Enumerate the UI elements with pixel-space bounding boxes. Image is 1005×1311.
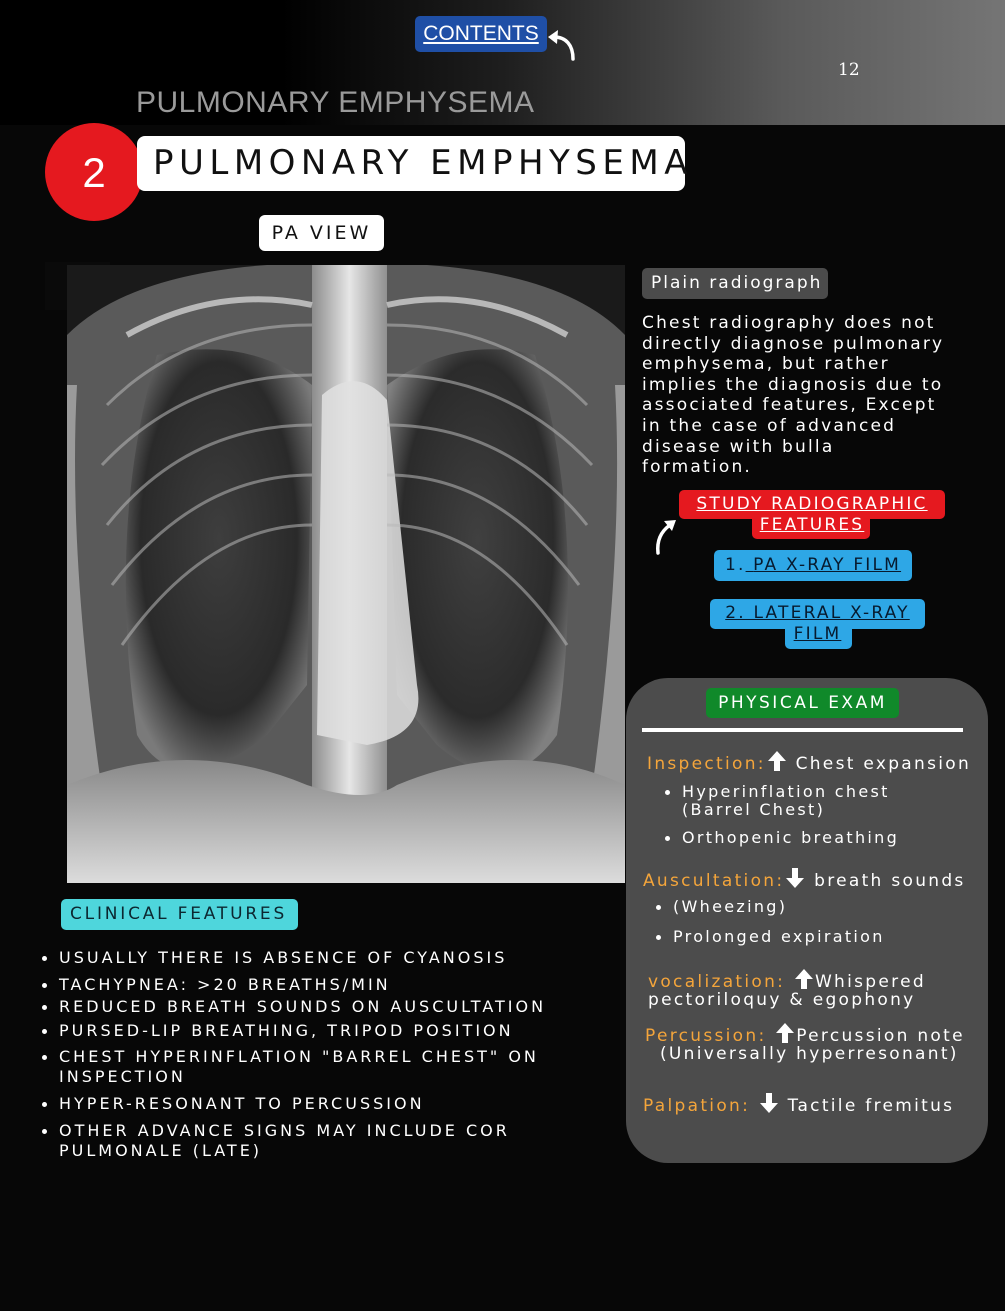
inspection-text: Chest expansion [795,754,972,774]
bold-down-arrow-icon [758,1092,780,1114]
page-title: PULMONARY EMPHYSEMA [137,136,685,191]
list-item: HYPER-RESONANT TO PERCUSSION [40,1094,600,1114]
list-item: USUALLY THERE IS ABSENCE OF CYANOSIS [40,948,600,968]
clinical-features-title: CLINICAL FEATURES [61,899,298,930]
radiograph-description-line: associated features, Except [642,395,937,416]
radiograph-description-line: in the case of advanced [642,415,897,436]
list-item: Prolonged expiration [653,928,953,946]
palpation-label: Palpation: [643,1096,751,1116]
vocalization-text: Whispered [814,972,926,992]
list-item: Hyperinflation chest (Barrel Chest) [662,783,962,819]
radiograph-description-line: Chest radiography does not [642,313,936,333]
curved-up-arrow-icon [652,515,680,555]
pa-film-number: 1. [724,555,746,575]
plain-radiograph-label: Plain radiograph [642,268,828,299]
pa-xray-film-link[interactable] [714,550,912,581]
study-radiographic-features-link[interactable] [679,494,945,536]
radiograph-description [642,313,962,478]
inspection-list [662,783,962,847]
chest-xray-image [67,265,625,883]
page-number: 12 [838,60,860,80]
bold-up-arrow-icon [793,968,815,990]
vocalization-row [648,968,926,992]
list-item: TACHYPNEA: >20 BREATHS/MIN [40,975,600,995]
list-item: (Wheezing) [653,898,953,916]
physical-exam-title: PHYSICAL EXAM [706,688,899,718]
bold-up-arrow-icon [774,1022,796,1044]
pa-view-label: PA VIEW [259,215,384,251]
vocalization-label: vocalization: [648,972,786,992]
lateral-xray-film-link[interactable] [710,603,925,645]
auscultation-list [653,898,953,946]
list-item: CHEST HYPERINFLATION "BARREL CHEST" ON INSPECTION [40,1047,540,1087]
inspection-row [647,750,971,774]
list-item: OTHER ADVANCE SIGNS MAY INCLUDE COR PULMONALE (LATE) [40,1121,560,1161]
percussion-text: Percussion note [796,1026,965,1046]
lateral-link-line1: 2. LATERAL X-RAY [725,603,910,623]
radiograph-description-line: disease with bulla [642,436,835,457]
percussion-label: Percussion: [645,1026,767,1046]
palpation-row [643,1092,954,1116]
list-item: REDUCED BREATH SOUNDS ON AUSCULTATION [40,997,600,1017]
topic-number-badge: 2 [45,123,143,221]
contents-link[interactable]: CONTENTS [415,16,547,52]
pa-film-label: PA X-RAY FILM [753,555,902,575]
lateral-link-line2: FILM [793,624,842,644]
study-link-line2: FEATURES [759,515,865,535]
header-section-title: PULMONARY EMPHYSEMA [136,86,535,119]
percussion-row [645,1022,965,1046]
bold-up-arrow-icon [766,750,788,772]
list-item: PURSED-LIP BREATHING, TRIPOD POSITION [40,1021,600,1041]
palpation-text: Tactile fremitus [787,1096,955,1116]
auscultation-text: breath sounds [814,871,966,891]
list-item: Orthopenic breathing [662,829,962,847]
chest-xray-drawing [67,265,625,883]
auscultation-label: Auscultation: [643,871,785,891]
radiograph-description-line: implies the diagnosis due to [642,374,944,395]
percussion-row-2: (Universally hyperresonant) [660,1044,959,1064]
curved-return-arrow-icon [544,25,580,65]
radiograph-description-line: formation. [642,457,753,478]
bold-down-arrow-icon [784,867,806,889]
vocalization-row-2: pectoriloquy & egophony [648,990,916,1010]
divider [642,728,963,732]
auscultation-row [643,867,966,891]
study-link-line1: STUDY RADIOGRAPHIC [696,494,928,514]
inspection-label: Inspection: [647,754,766,774]
radiograph-description-line: emphysema, but rather [642,354,890,375]
radiograph-description-line: directly diagnose pulmonary [642,333,945,354]
